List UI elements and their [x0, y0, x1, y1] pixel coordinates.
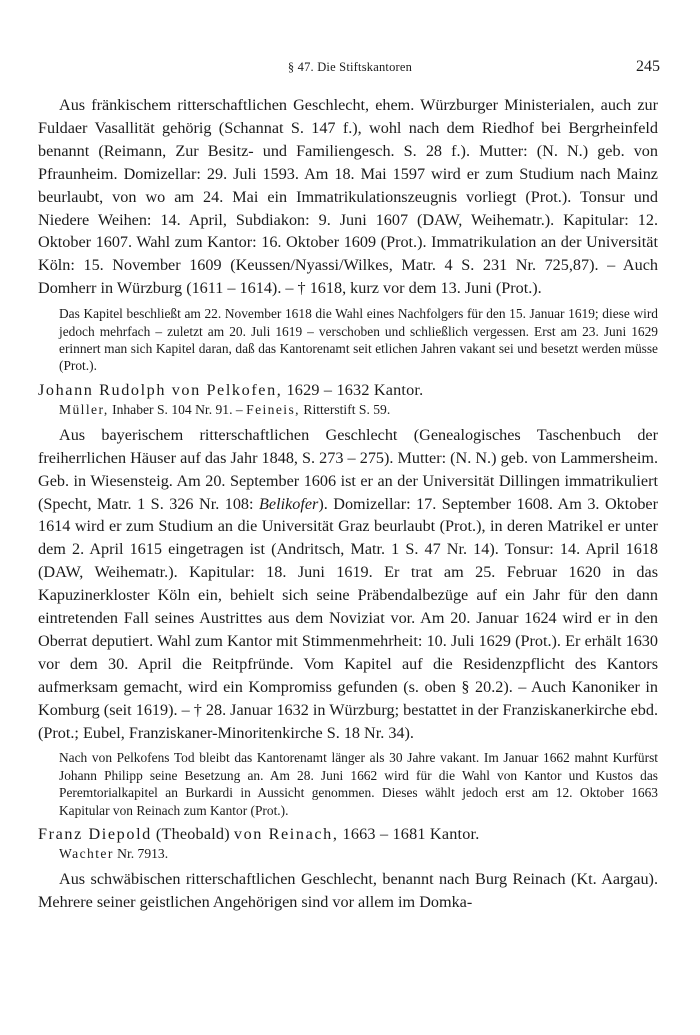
- entry-heading-pelkofen: [38, 379, 658, 401]
- entry-name: Franz Diepold: [38, 825, 152, 844]
- body-text: [38, 94, 658, 914]
- entry-name: Johann Rudolph von Pelkofen,: [38, 380, 283, 399]
- entry-name-alt: (Theobald): [155, 825, 230, 844]
- entry-heading-reinach: [38, 823, 658, 845]
- running-title: § 47. Die Stiftskantoren: [287, 60, 413, 74]
- reference-text: Ritterstift S. 59.: [303, 401, 391, 417]
- paragraph-pelkofen-biography: [38, 424, 658, 745]
- reference-text: Inhaber S. 104 Nr. 91. –: [112, 401, 243, 417]
- entry-years: 1629 – 1632 Kantor.: [286, 380, 424, 399]
- page-number: 245: [636, 58, 660, 75]
- reference-author: Müller,: [59, 401, 109, 417]
- note-vacancy-1618: Das Kapitel beschließt am 22. November 1618 die Wahl eines Nachfolgers für den 15. Januar 1619; diese wird jedoch mehrfach – zuletzt am 20. Juli 1619 – verschoben und schließlich vergessen. Erst am 23. Juni 1629 erinnert man sich Kapitel daran, daß das Kantorenamt seit etlichen Jahren vakant sei und besetzt werden müsse (Prot.).: [59, 306, 658, 374]
- reference-text: Nr. 7913.: [117, 846, 169, 862]
- reference-author: Feineis,: [246, 401, 300, 417]
- paragraph-text: Aus bayerischem ritterschaftlichen Geschlecht (Genealogisches Taschenbuch der freiherrlichen Häuser auf das Jahr 1848, S. 273 – 275). Mutter: (N. N.) geb. von Lammersheim. Geb. in Wiesensteig. Am 20. September 1606 ist er an der Universität Dillingen immatrikuliert (Specht, Matr. 1 S. 326 Nr. 108:: [38, 425, 658, 513]
- entry-name: von Reinach,: [233, 825, 339, 844]
- paragraph-riedheim-biography: Aus fränkischem ritterschaftlichen Geschlecht, ehem. Würzburger Ministerialen, auch zur Fuldaer Vasallität gehörig (Schannat S. 147 f.), wohl nach dem Riedhof bei Bergrheinfeld benannt (Reimann, Zur Besitz- und Familiengesch. S. 28 f.). Mutter: (N. N.) geb. von Pfraunheim. Domizellar: 29. Juli 1593. Am 18. Mai 1597 wird er zum Studium nach Mainz beurlaubt, von wo am 24. Mai ein Immatrikulationszeugnis vorliegt (Prot.). Tonsur und Niedere Weihen: 14. April, Subdiakon: 9. Juni 1607 (DAW, Weihematr.). Kapitular: 12. Oktober 1607. Wahl zum Kantor: 16. Oktober 1609 (Prot.). Immatrikulation an der Universität Köln: 15. November 1609 (Keussen/Nyassi/Wilkes, Matr. 4 S. 231 Nr. 725,87). – Auch Domherr in Würzburg (1611 – 1614). – † 1618, kurz vor dem 13. Juni (Prot.).: [38, 96, 658, 298]
- entry-years: 1663 – 1681 Kantor.: [342, 825, 480, 844]
- paragraph-text: ). Domizellar: 17. September 1608. Am 3. Oktober 1614 wird er zum Studium an die Universität Graz beurlaubt (Prot.), in deren Matrikel er unter dem 2. April 1615 eingetragen ist (Andritsch, Matr. 1 S. 47 Nr. 14). Tonsur: 14. April 1618 (DAW, Weihematr.). Kapitular: 18. Juni 1619. Er trat am 25. Februar 1620 in das Kapuzinerkloster Köln ein, behielt sich seine Präbendalbezüge auf ein Jahr für den dann eintretenden Fall seines Austrittes aus dem Noviziat vor. Am 20. Januar 1624 wird er in den Oberrat deputiert. Wahl zum Kantor mit Stimmenmehrheit: 10. Juli 1629 (Prot.). Er erhält 1630 vor dem 30. April die Reitpfründe. Vom Kapitel auf die Residenzpflicht des Kantors aufmerksam gemacht, wird ein Kompromiss gefunden (s. oben § 20.2). – Auch Kanoniker in Komburg (seit 1619). – † 28. Januar 1632 in Würzburg; bestattet in der Franziskanerkirche ebd. (Prot.; Eubel, Franziskaner-Minoritenkirche S. 18 Nr. 34).: [38, 494, 658, 742]
- paragraph-reinach-biography: Aus schwäbischen ritterschaftlichen Geschlecht, benannt nach Burg Reinach (Kt. Aargau). Mehrere seiner geistlichen Angehörigen sind vor allem im Domka-: [38, 870, 658, 911]
- italic-name: Belikofer: [259, 494, 319, 513]
- entry-references-reinach: [38, 845, 658, 863]
- note-vacancy-1632: Nach von Pelkofens Tod bleibt das Kantorenamt länger als 30 Jahre vakant. Im Januar 1662 mahnt Kurfürst Johann Philipp seine Besetzung an. Am 28. Juni 1662 wird für die Wahl von Kantor und Kustos das Peremtorialkapitel an Burkardi in Aussicht genommen. Dieses wählt jedoch erst am 12. Oktober 1663 Kapitular von Reinach zum Kantor (Prot.).: [59, 750, 658, 818]
- reference-author: Wachter: [59, 846, 114, 862]
- entry-references-pelkofen: [38, 401, 658, 419]
- running-head: [40, 58, 660, 78]
